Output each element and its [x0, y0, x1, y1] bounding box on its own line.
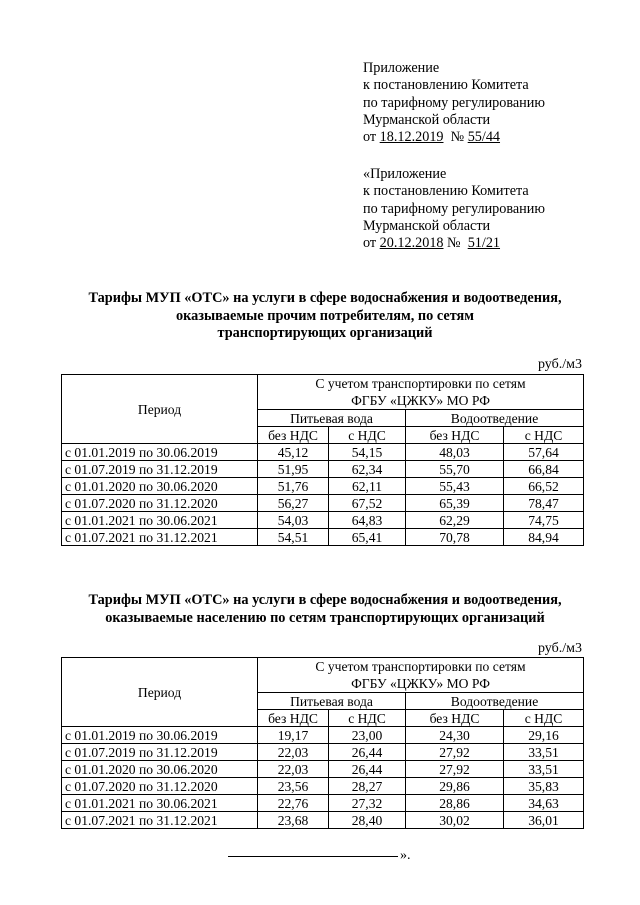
table-row: [62, 444, 584, 461]
sewer-no-vat-cell: 27,92: [406, 744, 504, 761]
table-row: [62, 495, 584, 512]
sewer-no-vat-cell: 24,30: [406, 727, 504, 744]
appendix-header-new: [363, 60, 545, 146]
period-cell: с 01.01.2019 по 30.06.2019: [62, 444, 258, 461]
sewer-vat-cell: 35,83: [504, 778, 584, 795]
water-no-vat-cell: 51,95: [258, 461, 329, 478]
period-cell: с 01.07.2020 по 31.12.2020: [62, 495, 258, 512]
water-vat-cell: 27,32: [329, 795, 406, 812]
appendix-line: Приложение: [363, 60, 440, 76]
water-no-vat-cell: 56,27: [258, 495, 329, 512]
no-vat-header: без НДС: [406, 427, 504, 444]
transport-header: [258, 658, 584, 693]
water-no-vat-cell: 45,12: [258, 444, 329, 461]
sewer-no-vat-cell: 30,02: [406, 812, 504, 829]
period-header: Период: [62, 375, 258, 444]
water-no-vat-cell: 54,51: [258, 529, 329, 546]
resolution-number: 55/44: [467, 129, 501, 146]
appendix-line: к постановлению Комитета: [363, 77, 529, 94]
sewer-no-vat-cell: 27,92: [406, 761, 504, 778]
appendix-line: по тарифному регулированию: [363, 200, 545, 217]
appendix-date-line: [363, 129, 545, 146]
no-vat-header: без НДС: [258, 427, 329, 444]
water-vat-cell: 23,00: [329, 727, 406, 744]
sewer-no-vat-cell: 29,86: [406, 778, 504, 795]
table-row: [62, 727, 584, 744]
water-vat-cell: 26,44: [329, 744, 406, 761]
sewer-no-vat-cell: 48,03: [406, 444, 504, 461]
period-cell: с 01.01.2020 по 30.06.2020: [62, 761, 258, 778]
transport-header-line: С учетом транспортировки по сетям: [315, 659, 526, 674]
wastewater-header: Водоотведение: [406, 693, 584, 710]
water-no-vat-cell: 19,17: [258, 727, 329, 744]
with-vat-header: с НДС: [329, 427, 406, 444]
table-row: [62, 461, 584, 478]
tariff-table-other-consumers: [61, 374, 584, 546]
table1-title: [60, 290, 590, 343]
sewer-vat-cell: 66,84: [504, 461, 584, 478]
water-vat-cell: 28,27: [329, 778, 406, 795]
water-no-vat-cell: 23,68: [258, 812, 329, 829]
title-line: оказываемые населению по сетям транспортирующих организаций: [105, 609, 545, 626]
resolution-date: 20.12.2018: [379, 235, 444, 252]
sewer-vat-cell: 34,63: [504, 795, 584, 812]
drinking-water-header: Питьевая вода: [258, 693, 406, 710]
appendix-line: Мурманской области: [363, 217, 491, 234]
number-prefix: №: [450, 129, 465, 146]
table-row: [62, 529, 584, 546]
with-vat-header: с НДС: [329, 710, 406, 727]
table-row: [62, 778, 584, 795]
table1-unit: руб./м3: [537, 357, 582, 372]
water-no-vat-cell: 22,76: [258, 795, 329, 812]
table-row: [62, 744, 584, 761]
closing-quote: ».: [400, 848, 411, 863]
no-vat-header: без НДС: [258, 710, 329, 727]
sewer-vat-cell: 84,94: [504, 529, 584, 546]
title-line: оказываемые прочим потребителям, по сетям: [175, 307, 475, 324]
sewer-vat-cell: 66,52: [504, 478, 584, 495]
table2-title: [60, 592, 590, 627]
sewer-vat-cell: 33,51: [504, 744, 584, 761]
water-vat-cell: 28,40: [329, 812, 406, 829]
water-vat-cell: 62,34: [329, 461, 406, 478]
table-row: [62, 812, 584, 829]
period-cell: с 01.01.2021 по 30.06.2021: [62, 795, 258, 812]
date-prefix: от: [363, 129, 377, 146]
sewer-vat-cell: 33,51: [504, 761, 584, 778]
appendix-line: к постановлению Комитета: [363, 183, 529, 200]
sewer-vat-cell: 57,64: [504, 444, 584, 461]
title-line: Тарифы МУП «ОТС» на услуги в сфере водоснабжения и водоотведения,: [88, 290, 562, 306]
transport-header-line: ФГБУ «ЦЖКУ» МО РФ: [351, 393, 490, 408]
resolution-date: 18.12.2019: [379, 129, 444, 146]
period-cell: с 01.07.2020 по 31.12.2020: [62, 778, 258, 795]
water-vat-cell: 67,52: [329, 495, 406, 512]
drinking-water-header: Питьевая вода: [258, 410, 406, 427]
water-no-vat-cell: 22,03: [258, 761, 329, 778]
date-prefix: от: [363, 235, 377, 252]
period-header: Период: [62, 658, 258, 727]
tariff-table-population: [61, 657, 584, 829]
appendix-header-old: [363, 166, 545, 252]
appendix-line: Мурманской области: [363, 111, 491, 128]
sewer-no-vat-cell: 65,39: [406, 495, 504, 512]
sewer-vat-cell: 36,01: [504, 812, 584, 829]
period-cell: с 01.01.2021 по 30.06.2021: [62, 512, 258, 529]
water-no-vat-cell: 23,56: [258, 778, 329, 795]
table2-unit: руб./м3: [537, 641, 582, 656]
period-cell: с 01.01.2020 по 30.06.2020: [62, 478, 258, 495]
with-vat-header: с НДС: [504, 427, 584, 444]
appendix-line: по тарифному регулированию: [363, 94, 545, 111]
table-row: [62, 478, 584, 495]
period-cell: с 01.07.2021 по 31.12.2021: [62, 812, 258, 829]
transport-header-line: С учетом транспортировки по сетям: [315, 376, 526, 391]
period-cell: с 01.07.2019 по 31.12.2019: [62, 744, 258, 761]
water-no-vat-cell: 51,76: [258, 478, 329, 495]
with-vat-header: с НДС: [504, 710, 584, 727]
closing-line: [228, 856, 398, 857]
wastewater-header: Водоотведение: [406, 410, 584, 427]
title-line: транспортирующих организаций: [217, 325, 433, 341]
sewer-no-vat-cell: 28,86: [406, 795, 504, 812]
water-vat-cell: 26,44: [329, 761, 406, 778]
period-cell: с 01.07.2019 по 31.12.2019: [62, 461, 258, 478]
table-row: [62, 795, 584, 812]
sewer-vat-cell: 78,47: [504, 495, 584, 512]
sewer-vat-cell: 29,16: [504, 727, 584, 744]
water-vat-cell: 64,83: [329, 512, 406, 529]
sewer-no-vat-cell: 55,43: [406, 478, 504, 495]
water-vat-cell: 65,41: [329, 529, 406, 546]
sewer-vat-cell: 74,75: [504, 512, 584, 529]
title-line: Тарифы МУП «ОТС» на услуги в сфере водоснабжения и водоотведения,: [88, 592, 562, 608]
sewer-no-vat-cell: 70,78: [406, 529, 504, 546]
number-prefix: №: [447, 235, 461, 252]
period-cell: с 01.07.2021 по 31.12.2021: [62, 529, 258, 546]
water-vat-cell: 54,15: [329, 444, 406, 461]
table-row: [62, 761, 584, 778]
water-no-vat-cell: 54,03: [258, 512, 329, 529]
appendix-date-line: [363, 235, 545, 252]
transport-header-line: ФГБУ «ЦЖКУ» МО РФ: [351, 676, 490, 691]
water-vat-cell: 62,11: [329, 478, 406, 495]
period-cell: с 01.01.2019 по 30.06.2019: [62, 727, 258, 744]
sewer-no-vat-cell: 62,29: [406, 512, 504, 529]
appendix-line: «Приложение: [363, 166, 447, 182]
water-no-vat-cell: 22,03: [258, 744, 329, 761]
transport-header: [258, 375, 584, 410]
table-row: [62, 512, 584, 529]
resolution-number: 51/21: [467, 235, 501, 252]
no-vat-header: без НДС: [406, 710, 504, 727]
sewer-no-vat-cell: 55,70: [406, 461, 504, 478]
